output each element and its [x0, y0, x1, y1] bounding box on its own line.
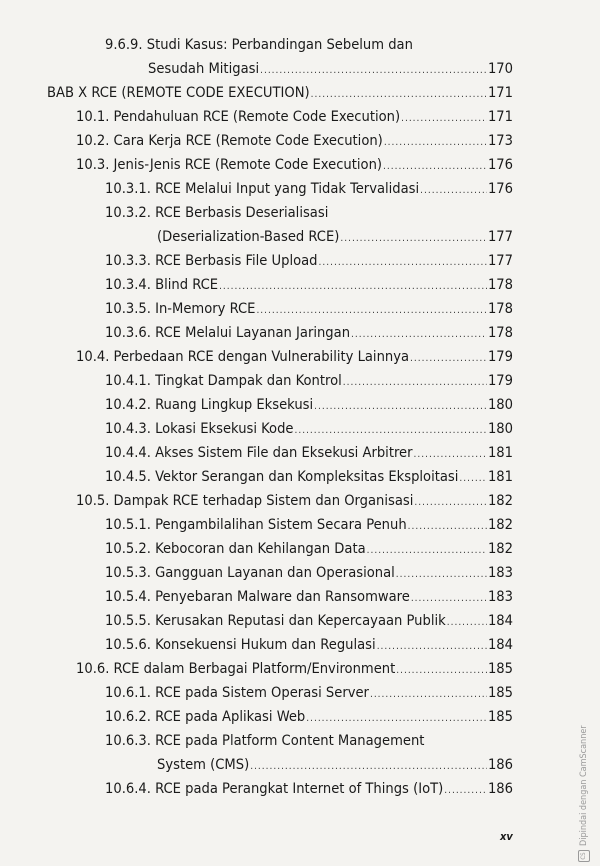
page-numeral: xv: [500, 830, 513, 843]
toc-entry-label: 10.3.5. In-Memory RCE: [105, 300, 256, 317]
toc-entry-label: 9.6.9. Studi Kasus: Perbandingan Sebelum dan: [105, 36, 413, 53]
toc-entry: [105, 369, 513, 393]
dot-leader: [370, 683, 487, 707]
scanner-watermark: [578, 725, 590, 862]
toc-page-number: 184: [487, 612, 513, 629]
toc-entry-label: 10.2. Cara Kerja RCE (Remote Code Execution): [76, 132, 383, 149]
dot-leader: [343, 371, 487, 395]
dot-leader: [396, 563, 487, 587]
toc-page-number: 171: [487, 108, 513, 125]
toc-page-number: 178: [487, 300, 513, 317]
dot-leader: [414, 491, 487, 515]
toc-entry-label: 10.4.5. Vektor Serangan dan Kompleksitas Eksploitasi: [105, 468, 459, 485]
toc-page-number: 182: [487, 516, 513, 533]
toc-entry: [76, 345, 513, 369]
toc-entry-label: 10.5.2. Kebocoran dan Kehilangan Data: [105, 540, 366, 557]
toc-page-number: 183: [487, 564, 513, 581]
dot-leader: [311, 83, 487, 107]
toc-page-number: 178: [487, 276, 513, 293]
toc-entry: [76, 105, 513, 129]
toc-entry: [105, 441, 513, 465]
toc-entry-label: System (CMS): [157, 756, 250, 773]
toc-entry-label: 10.4.4. Akses Sistem File dan Eksekusi Arbitrer: [105, 444, 413, 461]
dot-leader: [377, 635, 487, 659]
dot-leader: [219, 275, 487, 299]
dot-leader: [414, 443, 487, 467]
toc-entry-label: 10.3.4. Blind RCE: [105, 276, 219, 293]
toc-page-number: 185: [487, 684, 513, 701]
toc-entry: [105, 513, 513, 537]
dot-leader: [401, 107, 487, 131]
toc-entry-label: 10.4.3. Lokasi Eksekusi Kode: [105, 420, 294, 437]
toc-entry-label: 10.1. Pendahuluan RCE (Remote Code Execution): [76, 108, 401, 125]
toc-page-number: 186: [487, 756, 513, 773]
toc-entry-label: 10.6.3. RCE pada Platform Content Management: [105, 732, 425, 749]
dot-leader: [411, 587, 487, 611]
dot-leader: [396, 659, 487, 683]
dot-leader: [250, 755, 487, 779]
dot-leader: [295, 419, 487, 443]
toc-page-number: 185: [487, 660, 513, 677]
toc-entry-label: 10.5.6. Konsekuensi Hukum dan Regulasi: [105, 636, 376, 653]
toc-page-number: 178: [487, 324, 513, 341]
toc-page-number: 173: [487, 132, 513, 149]
toc-entry: [105, 417, 513, 441]
toc-entry-label: 10.4.1. Tingkat Dampak dan Kontrol: [105, 372, 342, 389]
toc-entry: [76, 129, 513, 153]
toc-entry: [105, 393, 513, 417]
toc-page-number: 177: [487, 228, 513, 245]
toc-page-number: 186: [487, 780, 513, 797]
toc-entry: [157, 225, 513, 249]
dot-leader: [340, 227, 487, 251]
dot-leader: [408, 515, 487, 539]
toc-page-number: 176: [487, 180, 513, 197]
toc-entry-label: 10.6.1. RCE pada Sistem Operasi Server: [105, 684, 369, 701]
dot-leader: [420, 179, 487, 203]
toc-entry: [148, 57, 513, 81]
toc-entry: [105, 273, 513, 297]
dot-leader: [367, 539, 487, 563]
dot-leader: [410, 347, 487, 371]
dot-leader: [319, 251, 487, 275]
toc-entry-label: 10.3.3. RCE Berbasis File Upload: [105, 252, 318, 269]
dot-leader: [256, 299, 487, 323]
toc-entry: [105, 249, 513, 273]
dot-leader: [444, 779, 487, 803]
toc-entry: [105, 465, 513, 489]
toc-entry: [76, 489, 513, 513]
toc-page-number: 170: [487, 60, 513, 77]
toc-page-number: 185: [487, 708, 513, 725]
toc-entry: [105, 585, 513, 609]
toc-entry-label: 10.6.4. RCE pada Perangkat Internet of Things (IoT): [105, 780, 444, 797]
toc-entry: [105, 537, 513, 561]
toc-page-number: 177: [487, 252, 513, 269]
toc-entry-label: 10.6.2. RCE pada Aplikasi Web: [105, 708, 306, 725]
toc-page-number: 171: [487, 84, 513, 101]
toc-entry-label: (Deserialization-Based RCE): [157, 228, 340, 245]
toc-entry: [105, 777, 513, 801]
toc-page-number: 181: [487, 468, 513, 485]
toc-entry: [105, 609, 513, 633]
toc-entry-label: 10.4.2. Ruang Lingkup Eksekusi: [105, 396, 314, 413]
toc-page-number: 183: [487, 588, 513, 605]
toc-page-number: 181: [487, 444, 513, 461]
toc-entry: [105, 729, 513, 753]
toc-entry-label: 10.5.3. Gangguan Layanan dan Operasional: [105, 564, 395, 581]
dot-leader: [306, 707, 487, 731]
toc-page-number: 179: [487, 348, 513, 365]
toc-entry-label: 10.3. Jenis-Jenis RCE (Remote Code Execution): [76, 156, 383, 173]
dot-leader: [447, 611, 487, 635]
toc-page-number: 182: [487, 492, 513, 509]
toc-entry: [157, 753, 513, 777]
toc-entry: [105, 33, 513, 57]
camscanner-icon: CS: [578, 850, 590, 862]
toc-entry-label: 10.5. Dampak RCE terhadap Sistem dan Organisasi: [76, 492, 414, 509]
dot-leader: [384, 131, 487, 155]
toc-entry: [105, 321, 513, 345]
toc-entry: [105, 633, 513, 657]
toc-entry-label: 10.6. RCE dalam Berbagai Platform/Environment: [76, 660, 396, 677]
toc-entry: [76, 153, 513, 177]
toc-entry: [105, 705, 513, 729]
toc-entry-label: 10.5.4. Penyebaran Malware dan Ransomware: [105, 588, 410, 605]
toc-entry-label: 10.3.2. RCE Berbasis Deserialisasi: [105, 204, 329, 221]
toc-page-number: 180: [487, 420, 513, 437]
dot-leader: [351, 323, 487, 347]
watermark-text: Dipindai dengan CamScanner: [579, 725, 589, 846]
toc-page-number: 182: [487, 540, 513, 557]
toc-page-number: 176: [487, 156, 513, 173]
toc-entry: [47, 81, 513, 105]
toc-entry-label: 10.3.6. RCE Melalui Layanan Jaringan: [105, 324, 351, 341]
toc-entry-label: 10.5.1. Pengambilalihan Sistem Secara Penuh: [105, 516, 407, 533]
toc-entry-label: Sesudah Mitigasi: [148, 60, 260, 77]
toc-entry: [105, 177, 513, 201]
toc-entry: [105, 561, 513, 585]
dot-leader: [459, 467, 487, 491]
dot-leader: [383, 155, 487, 179]
toc-entry-label: BAB X RCE (REMOTE CODE EXECUTION): [47, 84, 310, 101]
toc-entry-label: 10.4. Perbedaan RCE dengan Vulnerability Lainnya: [76, 348, 410, 365]
toc-page-number: 184: [487, 636, 513, 653]
toc-entry: [105, 201, 513, 225]
toc-entry: [105, 681, 513, 705]
toc-page-number: 180: [487, 396, 513, 413]
toc-entry: [76, 657, 513, 681]
dot-leader: [314, 395, 487, 419]
toc-entry-label: 10.5.5. Kerusakan Reputasi dan Kepercayaan Publik: [105, 612, 446, 629]
toc-entry: [105, 297, 513, 321]
dot-leader: [260, 59, 487, 83]
toc-entry-label: 10.3.1. RCE Melalui Input yang Tidak Tervalidasi: [105, 180, 420, 197]
toc-page-number: 179: [487, 372, 513, 389]
